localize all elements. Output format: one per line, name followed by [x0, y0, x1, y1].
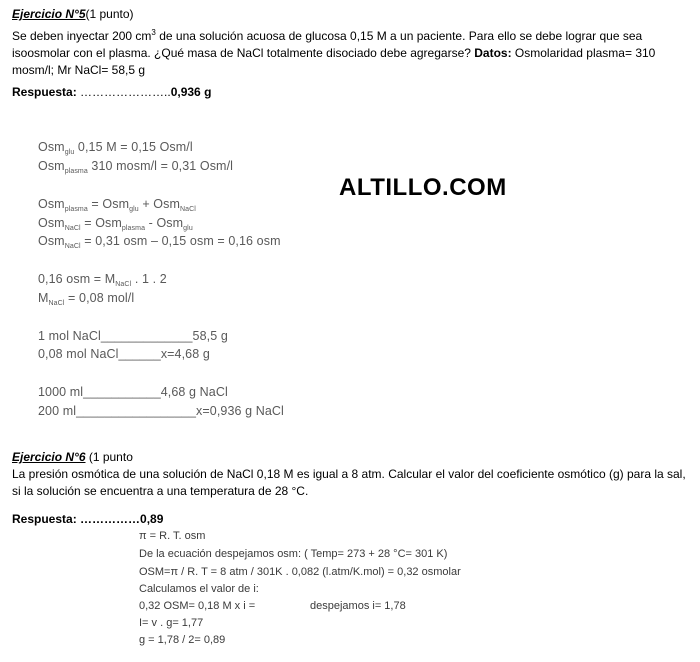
exercise-6-statement: La presión osmótica de una solución de NaCl 0,18 M es igual a 8 atm. Calcular el valor del coeficiente osmótico (g) para la sal, si la solución se encuentra a una temperatura de 28 °C.: [12, 467, 686, 498]
ex6-work-line-7: g = 1,78 / 2= 0,89: [139, 634, 226, 646]
work-line-2: Osm$_{plasma}$ 310 mosm/l = 0,31 Osm/l: [38, 159, 234, 175]
answer-dots: …………………..: [76, 85, 171, 99]
statement-text-a: Se deben inyectar 200 cm: [12, 29, 152, 43]
work-line-1: Osm$_{glu}$ 0,15 M = 0,15 Osm/l: [38, 140, 193, 156]
answer-dots: ……………: [80, 512, 141, 526]
datos-text: Osmolaridad plasma= 310 mosm/l; Mr NaCl= 58,5 g: [12, 46, 656, 77]
work-line-7: $M_{NaCl} = 0,08$ mol/l: [38, 291, 135, 307]
work-line-11: 200 ml_________________x=0,936 g NaCl: [38, 404, 284, 418]
work-line-3: Osm$_{plasma}$ = Osm$_{glu}$ + Osm$_{NaCl}$: [38, 197, 196, 213]
answer-value: 0,936 g: [170, 85, 212, 99]
datos-label: Datos:: [474, 46, 512, 60]
ex6-work-line-6: I= v . g= 1,77: [139, 617, 204, 629]
work-line-5: Osm$_{NaCl}$ = 0,31 osm – 0,15 osm = 0,16 osm: [38, 234, 281, 250]
exercise-5-points: (1 punto): [85, 7, 134, 21]
statement-text-b: de una solución acuosa de glucosa 0,15 M a un paciente. Para ello se debe lograr que sea isoosmolar con el plasma. ¿Qué masa de NaCl totalmente disociado debe agregarse?: [12, 29, 643, 60]
work-line-4: Osm$_{NaCl}$ = Osm$_{plasma}$ - Osm$_{glu}$: [38, 216, 193, 232]
answer-value: 0,89: [140, 512, 164, 526]
ex6-work-line-2: De la ecuación despejamos osm: ( Temp= 273 + 28 °C= 301 K): [139, 548, 448, 560]
exercise-6-label: Ejercicio N°6: [12, 450, 86, 464]
exercise-5-answer: [12, 85, 211, 100]
work-line-6: 0,16 osm = $M_{NaCl}$ . 1 . 2: [38, 272, 167, 288]
ex6-work-line-4: Calculamos el valor de i:: [139, 583, 259, 595]
work-line-9: 0,08 mol NaCl______x=4,68 g: [38, 347, 210, 361]
exercise-6-points: (1 punto: [85, 450, 133, 464]
exercise-6-answer: [12, 512, 163, 527]
answer-label: Respuesta:: [12, 512, 81, 526]
watermark: ALTILLO.COM: [339, 174, 507, 201]
exercise-5-statement: [12, 24, 694, 79]
work-line-10: 1000 ml___________4,68 g NaCl: [38, 385, 228, 399]
ex6-work-line-1: π = R. T. osm: [139, 530, 206, 542]
statement-superscript: 3: [151, 28, 156, 37]
exercise-5-label: Ejercicio N°5: [12, 7, 86, 21]
ex6-work-line-3: OSM=π / R. T = 8 atm / 301K . 0,082 (l.atm/K.mol) = 0,32 osmolar: [139, 566, 461, 578]
exercise-5-title: [12, 7, 134, 22]
answer-label: Respuesta:: [12, 85, 77, 99]
work-line-8: 1 mol NaCl_____________58,5 g: [38, 329, 228, 343]
ex6-work-line-5: 0,32 OSM= 0,18 M x i = despejamos i= 1,78: [139, 600, 406, 612]
exercise-6-title: [12, 450, 133, 465]
